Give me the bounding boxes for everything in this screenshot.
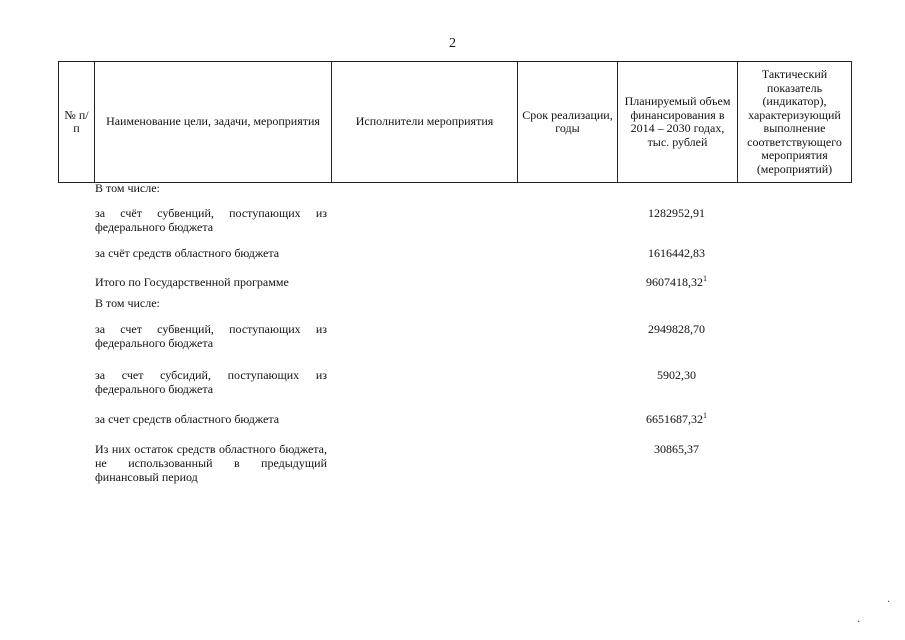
row-text: за счет средств областного бюджета	[95, 412, 280, 426]
row-text: В том числе:	[95, 181, 160, 195]
row-value: 6651687,32$^1$	[646, 411, 707, 426]
row-value: 30865,37	[654, 442, 699, 456]
row-text: за счет субвенций, поступающих из федерального бюджета	[95, 322, 327, 350]
row-value: 1616442,83	[648, 246, 705, 260]
scan-mark: ·	[887, 597, 891, 608]
header-col-number: № п/п	[59, 62, 95, 183]
row-text: Из них остаток средств областного бюджета, не использованный в предыдущий финансовый период	[95, 442, 327, 484]
table-header	[58, 61, 852, 183]
header-col-funding: Планируемый объем финансирования в 2014 – 2030 годах, тыс. рублей	[618, 62, 738, 183]
row-value: 5902,30	[657, 368, 696, 382]
row-text: за счёт субвенций, поступающих из федерального бюджета	[95, 206, 327, 234]
row-text: В том числе:	[95, 296, 160, 310]
header-col-period: Срок реализации, годы	[518, 62, 618, 183]
page-number: 2	[449, 36, 456, 51]
row-text: за счёт средств областного бюджета	[95, 246, 280, 260]
header-col-indicator: Тактический показатель (индикатор), характеризующий выполнение соответствующего мероприятия (мероприятий)	[738, 62, 852, 183]
row-value: 2949828,70	[648, 322, 705, 336]
row-text: Итого по Государственной программе	[95, 275, 289, 289]
header-col-executors: Исполнители мероприятия	[332, 62, 518, 183]
row-text: за счет субсидий, поступающих из федерального бюджета	[95, 368, 327, 396]
row-value: 9607418,32$^1$	[646, 274, 707, 289]
row-value: 1282952,91	[648, 206, 705, 220]
scan-mark: ·	[857, 617, 861, 628]
header-col-name: Наименование цели, задачи, мероприятия	[95, 62, 332, 183]
